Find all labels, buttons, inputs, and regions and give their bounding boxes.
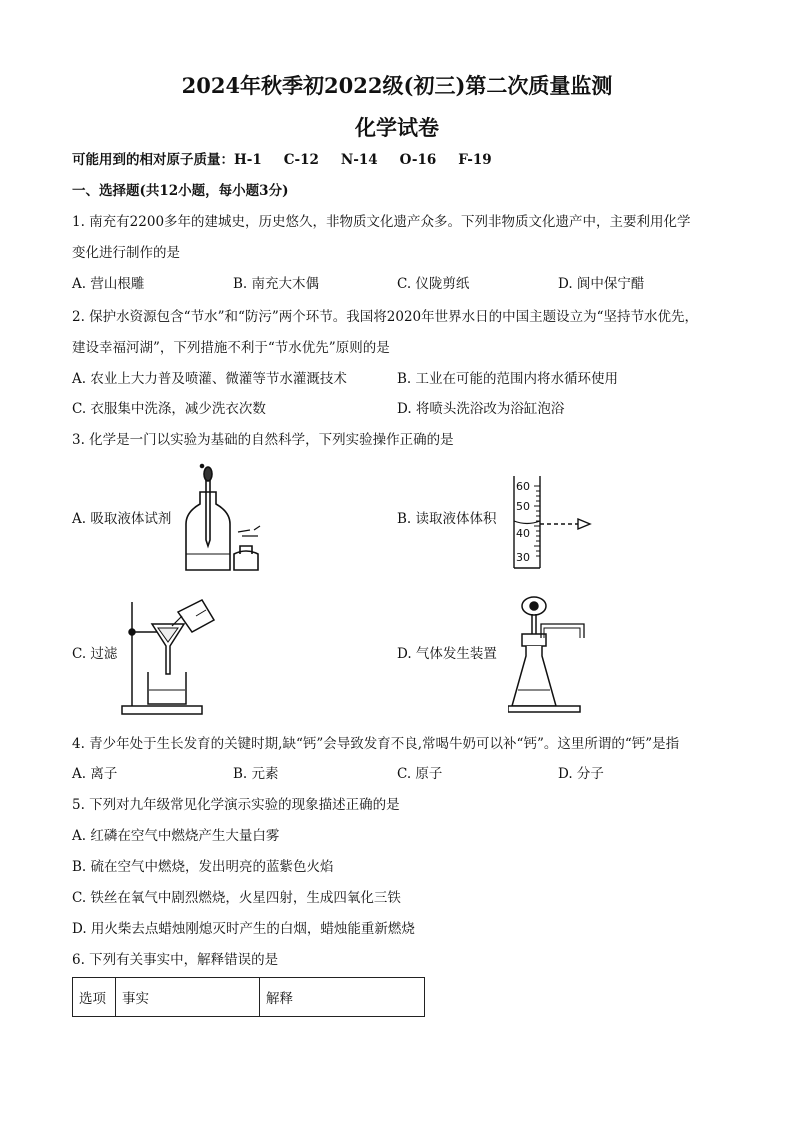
q2-option-d: D. 将喷头洗浴改为浴缸泡浴 <box>397 401 565 417</box>
dropper-bottle-figure <box>180 462 280 574</box>
q6-table <box>72 977 425 1017</box>
filtration-figure <box>118 594 218 718</box>
cylinder-tick-30: 30 <box>516 551 530 564</box>
exam-subtitle: 化学试卷 <box>355 115 439 140</box>
q4-stem: 4. 青少年处于生长发育的关键时期,缺“钙”会导致发育不良,常喝牛奶可以补“钙”。这里所谓的“钙”是指 <box>72 736 680 752</box>
q4-option-d: D. 分子 <box>558 766 604 782</box>
atomic-mass-n: N-14 <box>340 152 378 168</box>
atomic-mass-label: 可能用到的相对原子质量： <box>72 152 234 168</box>
q1-option-c: C. 仪陇剪纸 <box>397 276 470 292</box>
q2-option-a: A. 农业上大力普及喷灌、微灌等节水灌溉技术 <box>72 371 347 387</box>
q1-stem-line2: 变化进行制作的是 <box>72 245 180 261</box>
q3-option-d: D. 气体发生装置 <box>397 646 497 662</box>
q1-option-d: D. 阆中保宁醋 <box>558 276 645 292</box>
atomic-mass-h: H-1 <box>234 152 262 168</box>
cylinder-tick-40: 40 <box>516 527 530 540</box>
q5-option-b: B. 硫在空气中燃烧，发出明亮的蓝紫色火焰 <box>72 859 334 875</box>
q3-option-c: C. 过滤 <box>72 646 118 662</box>
q1-option-a: A. 营山根雕 <box>72 276 145 292</box>
section-heading: 一、选择题(共12小题，每小题3分) <box>72 183 289 199</box>
atomic-mass-line <box>72 150 514 170</box>
table-row <box>73 978 425 1017</box>
table-header-option: 选项 <box>73 978 116 1017</box>
q1-stem-line1: 1. 南充有2200多年的建城史，历史悠久，非物质文化遗产众多。下列非物质文化遗产中，主要利用化学 <box>72 214 691 230</box>
atomic-mass-f: F-19 <box>458 152 492 168</box>
q3-option-b: B. 读取液体体积 <box>397 511 497 527</box>
q2-stem-line1: 2. 保护水资源包含“节水”和“防污”两个环节。我国将2020年世界水日的中国主题设立为“坚持节水优先， <box>72 309 699 325</box>
exam-title: 2024年秋季初2022级(初三)第二次质量监测 <box>181 73 613 98</box>
gas-generator-figure <box>508 594 600 718</box>
cylinder-tick-60: 60 <box>516 480 530 493</box>
atomic-mass-c: C-12 <box>283 152 319 168</box>
q5-option-c: C. 铁丝在氧气中剧烈燃烧，火星四射，生成四氧化三铁 <box>72 890 401 906</box>
atomic-mass-o: O-16 <box>399 152 437 168</box>
table-header-fact: 事实 <box>116 978 260 1017</box>
q6-stem: 6. 下列有关事实中，解释错误的是 <box>72 952 279 968</box>
q2-option-b: B. 工业在可能的范围内将水循环使用 <box>397 371 619 387</box>
q3-option-a: A. 吸取液体试剂 <box>72 511 172 527</box>
q4-option-b: B. 元素 <box>233 766 279 782</box>
q1-option-b: B. 南充大木偶 <box>233 276 320 292</box>
q5-stem: 5. 下列对九年级常见化学演示实验的现象描述正确的是 <box>72 797 400 813</box>
cylinder-tick-50: 50 <box>516 500 530 513</box>
q4-option-a: A. 离子 <box>72 766 118 782</box>
q5-option-d: D. 用火柴去点蜡烛刚熄灭时产生的白烟，蜡烛能重新燃烧 <box>72 921 415 937</box>
q3-stem: 3. 化学是一门以实验为基础的自然科学，下列实验操作正确的是 <box>72 432 454 448</box>
graduated-cylinder-figure <box>506 474 602 570</box>
table-header-explanation: 解释 <box>260 978 425 1017</box>
q4-option-c: C. 原子 <box>397 766 443 782</box>
q2-stem-line2: 建设幸福河湖”，下列措施不利于“节水优先”原则的是 <box>72 340 390 356</box>
q5-option-a: A. 红磷在空气中燃烧产生大量白雾 <box>72 828 280 844</box>
q2-option-c: C. 衣服集中洗涤，减少洗衣次数 <box>72 401 266 417</box>
